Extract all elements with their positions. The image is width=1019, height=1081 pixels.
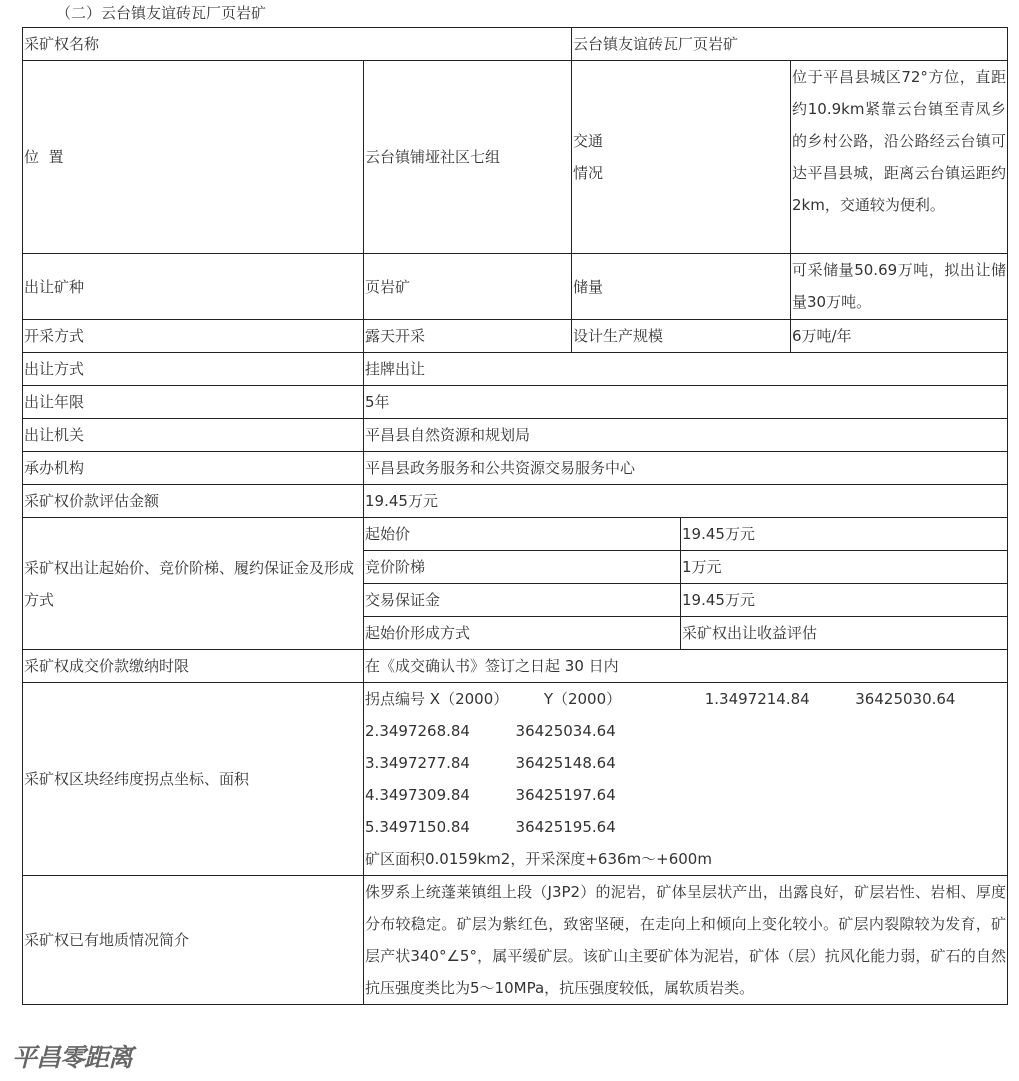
- row-term: [23, 386, 1008, 419]
- location-label: 位 置: [23, 61, 364, 254]
- pricing-item-value: 采矿权出让收益评估: [681, 617, 1008, 650]
- traffic-value: 位于平昌县城区72°方位，直距约10.9km紧靠云台镇至青凤乡的乡村公路，沿公路经云台镇可达平昌县城，距离云台镇运距约2km，交通较为便利。: [791, 61, 1008, 254]
- coords-label: 采矿权区块经纬度拐点坐标、面积: [23, 683, 364, 876]
- coord-point-id: 1.: [704, 690, 720, 708]
- mineral-value: 页岩矿: [364, 254, 572, 320]
- coord-point-id: 2.: [365, 722, 380, 740]
- row-mineral: [23, 254, 1008, 320]
- appraisal-label: 采矿权价款评估金额: [23, 485, 364, 518]
- scale-label: 设计生产规模: [572, 320, 791, 353]
- row-location: [23, 61, 1008, 254]
- coord-y: 36425030.64: [855, 690, 956, 708]
- reserve-label: 储量: [572, 254, 791, 320]
- coord-y: 36425148.64: [515, 754, 616, 772]
- pricing-item-value: 1万元: [681, 551, 1008, 584]
- transfer-method-label: 出让方式: [23, 353, 364, 386]
- pricing-label: 采矿权出让起始价、竞价阶梯、履约保证金及形成方式: [23, 518, 364, 650]
- row-transfer-method: [23, 353, 1008, 386]
- pricing-item-label: 起始价形成方式: [364, 617, 681, 650]
- coords-area: 矿区面积0.0159km2，开采深度+636m～+600m: [365, 850, 712, 868]
- pricing-item-value: 19.45万元: [681, 584, 1008, 617]
- row-coords: [23, 683, 1008, 876]
- coords-x-header: X（2000）: [429, 690, 509, 708]
- transfer-method-value: 挂牌出让: [364, 353, 1008, 386]
- row-mining: [23, 320, 1008, 353]
- coord-point-id: 3.: [365, 754, 380, 772]
- geology-value: 侏罗系上统蓬莱镇组上段（J3P2）的泥岩，矿体呈层状产出，出露良好，矿层岩性、岩相、厚度分布较稳定。矿层为紫红色，致密坚硬，在走向上和倾向上变化较小。矿层内裂隙较为发育，矿层产状340°∠5°，属平缓矿层。该矿山主要矿体为泥岩，矿体（层）抗风化能力弱，矿石的自然抗压强度类比为5～10MPa，抗压强度较低，属软质岩类。: [364, 876, 1008, 1005]
- name-label: 采矿权名称: [23, 28, 572, 61]
- coord-line: [365, 747, 1006, 779]
- traffic-label: 交通 情况: [572, 61, 791, 254]
- coords-header-line: [365, 683, 1006, 715]
- location-value: 云台镇铺垭社区七组: [364, 61, 572, 254]
- authority-value: 平昌县自然资源和规划局: [364, 419, 1008, 452]
- coord-y: 36425197.64: [515, 786, 616, 804]
- authority-label: 出让机关: [23, 419, 364, 452]
- reserve-value: 可采储量50.69万吨，拟出让储量30万吨。: [791, 254, 1008, 320]
- row-agency: [23, 452, 1008, 485]
- scale-value: 6万吨/年: [791, 320, 1008, 353]
- coords-value: [364, 683, 1008, 876]
- coord-line: [365, 779, 1006, 811]
- coord-y: 36425195.64: [515, 818, 616, 836]
- coord-x: 3497309.84: [379, 786, 470, 804]
- pricing-item-label: 起始价: [364, 518, 681, 551]
- mining-label: 开采方式: [23, 320, 364, 353]
- coord-point-id: 4.: [365, 786, 380, 804]
- mineral-label: 出让矿种: [23, 254, 364, 320]
- coords-point-header: 拐点编号: [365, 690, 426, 708]
- agency-value: 平昌县政务服务和公共资源交易服务中心: [364, 452, 1008, 485]
- row-name: [23, 28, 1008, 61]
- payment-value: 在《成交确认书》签订之日起 30 日内: [364, 650, 1008, 683]
- geology-label: 采矿权已有地质情况简介: [23, 876, 364, 1005]
- coord-x: 3497150.84: [379, 818, 470, 836]
- appraisal-value: 19.45万元: [364, 485, 1008, 518]
- mining-rights-table: [22, 27, 1008, 1005]
- row-pricing-1: [23, 518, 1008, 551]
- coord-line: [365, 715, 1006, 747]
- pricing-item-label: 竞价阶梯: [364, 551, 681, 584]
- agency-label: 承办机构: [23, 452, 364, 485]
- coord-y: 36425034.64: [515, 722, 616, 740]
- row-authority: [23, 419, 1008, 452]
- row-geology: [23, 876, 1008, 1005]
- coord-x: 3497277.84: [379, 754, 470, 772]
- coord-x: 3497268.84: [379, 722, 470, 740]
- term-label: 出让年限: [23, 386, 364, 419]
- section-title: （二）云台镇友谊砖瓦厂页岩矿: [56, 4, 267, 22]
- pricing-item-value: 19.45万元: [681, 518, 1008, 551]
- term-value: 5年: [364, 386, 1008, 419]
- coord-x: 3497214.84: [719, 690, 810, 708]
- row-appraisal: [23, 485, 1008, 518]
- coords-y-header: Y（2000）: [543, 690, 622, 708]
- coord-point-id: 5.: [365, 818, 380, 836]
- watermark-logo: 平昌零距离: [12, 1043, 133, 1072]
- payment-label: 采矿权成交价款缴纳时限: [23, 650, 364, 683]
- row-payment: [23, 650, 1008, 683]
- pricing-item-label: 交易保证金: [364, 584, 681, 617]
- name-value: 云台镇友谊砖瓦厂页岩矿: [572, 28, 1008, 61]
- coord-line: [365, 811, 1006, 843]
- mining-value: 露天开采: [364, 320, 572, 353]
